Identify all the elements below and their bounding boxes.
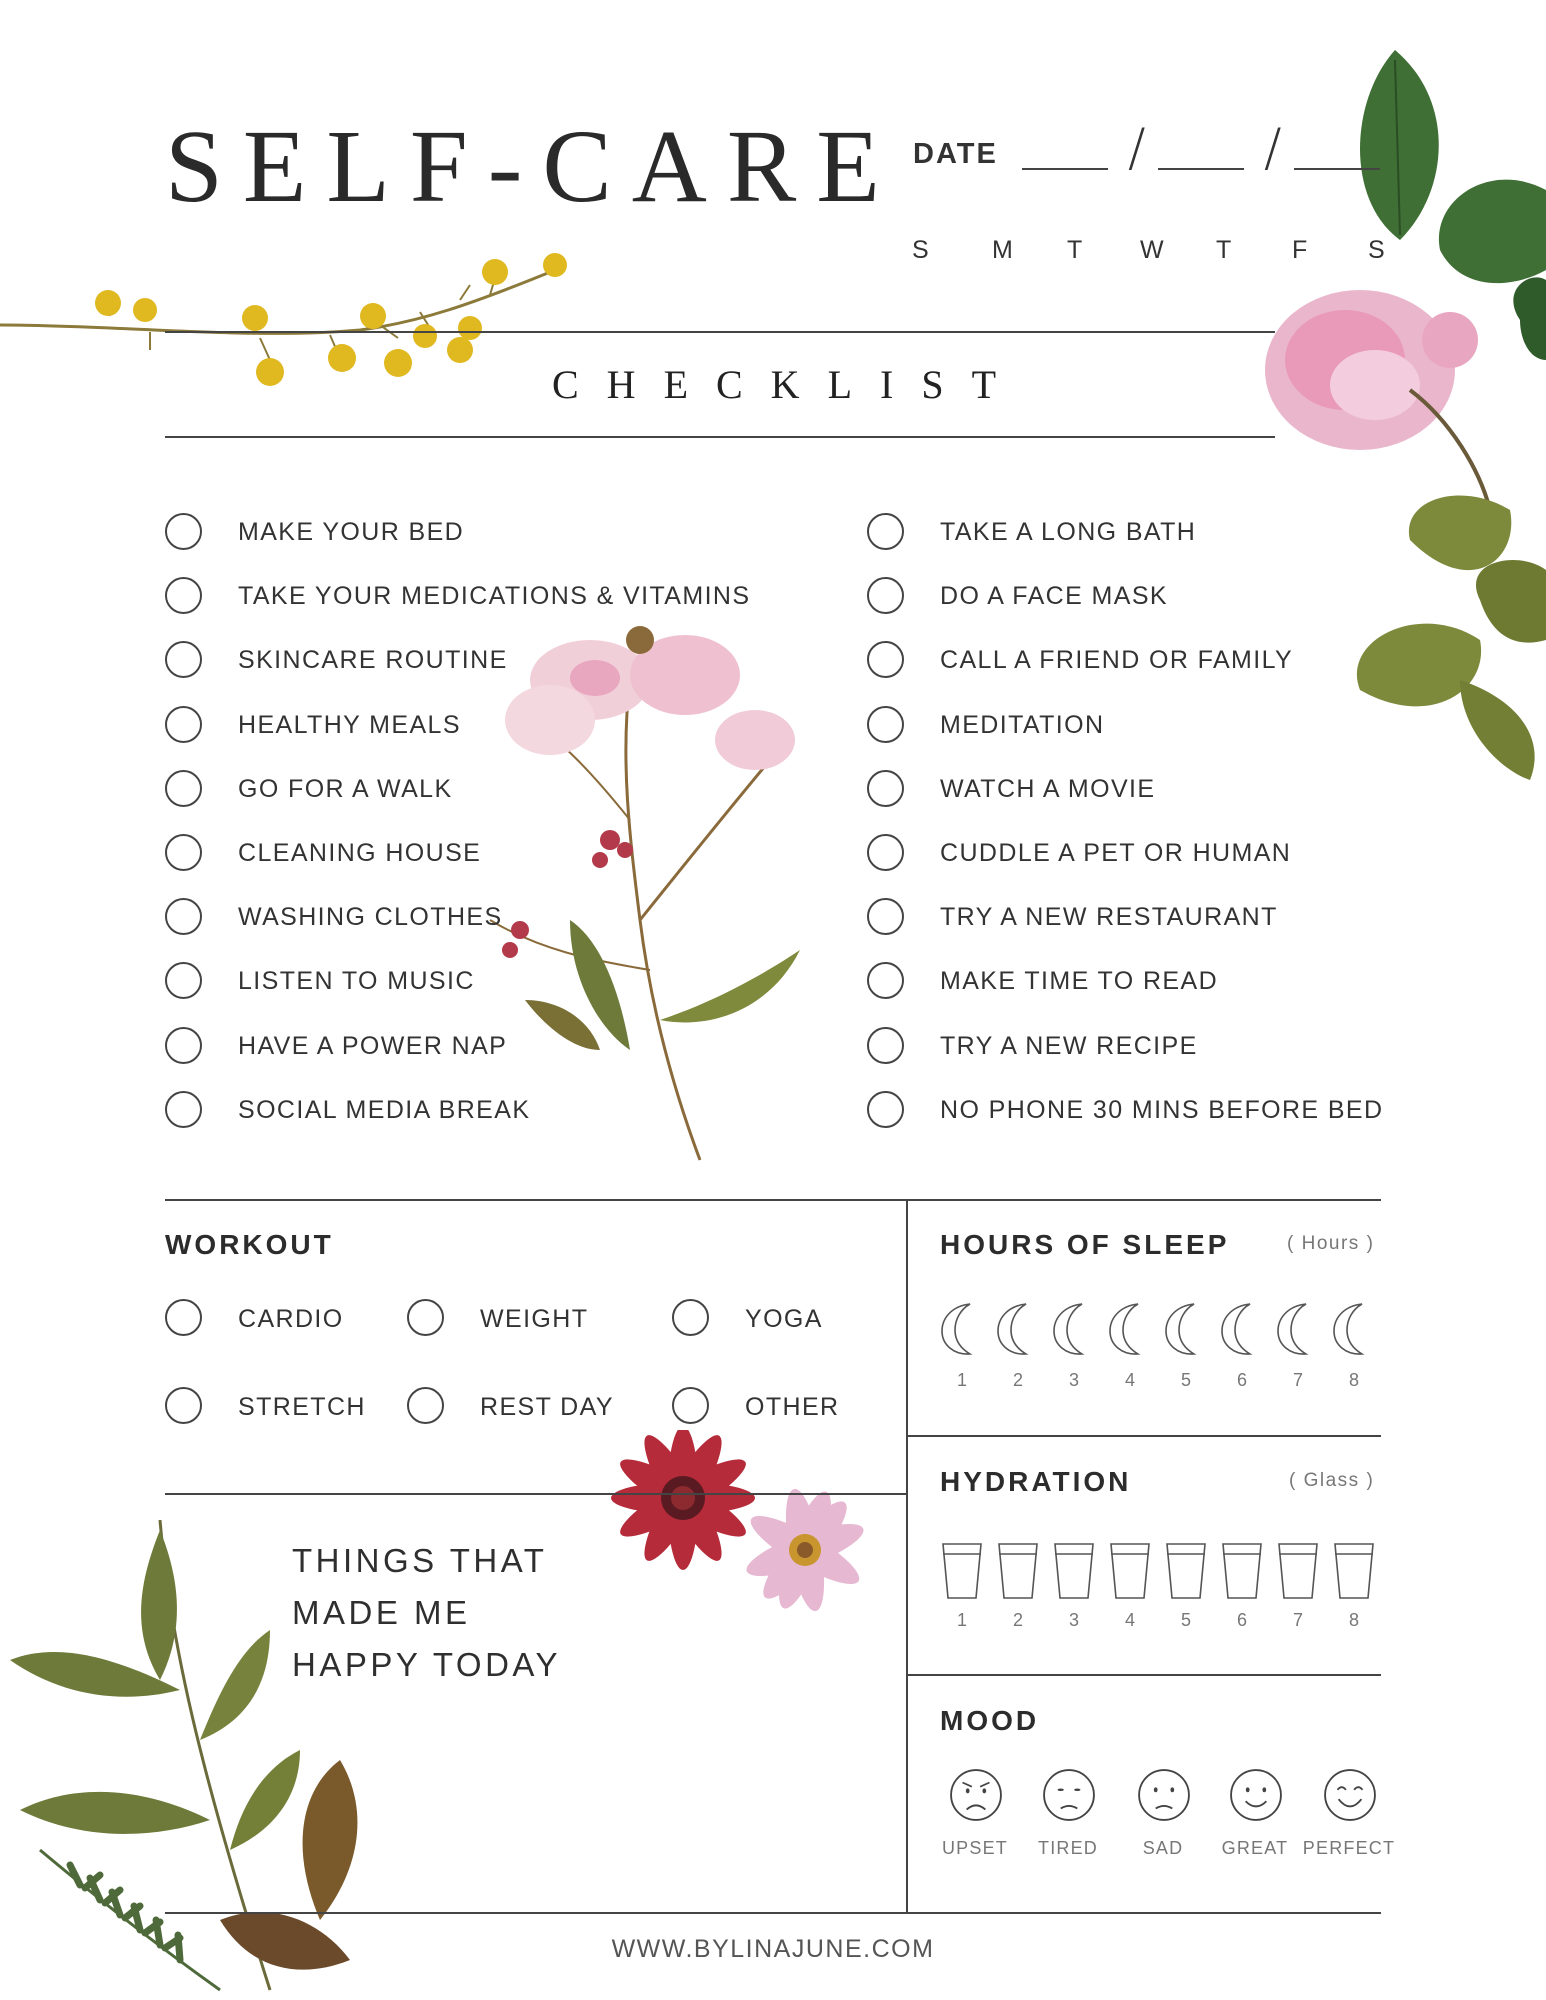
page-title: SELF-CARE [165, 109, 900, 224]
weekday-saturday[interactable]: S [1368, 236, 1385, 264]
happy-prompt-line: MADE ME [292, 1594, 471, 1631]
crescent-moon-icon [992, 1300, 1044, 1358]
checklist-item-label: TRY A NEW RESTAURANT [940, 903, 1278, 932]
hydration-glass-number: 7 [1292, 1610, 1303, 1630]
checkbox-circle[interactable] [407, 1299, 444, 1336]
date-label: DATE [913, 138, 998, 170]
glass-icon [1108, 1540, 1152, 1602]
sleep-hour-slot[interactable] [1328, 1300, 1380, 1400]
hydration-glass-number: 8 [1348, 1610, 1359, 1630]
happy-prompt-line: HAPPY TODAY [292, 1646, 561, 1683]
checklist-item-label: LISTEN TO MUSIC [238, 967, 475, 996]
checkbox-circle[interactable] [867, 513, 904, 550]
mood-option-label: UPSET [941, 1838, 1008, 1858]
happy-notes-area[interactable] [292, 1700, 872, 1890]
hydration-glass-slot[interactable] [1330, 1540, 1378, 1640]
checklist-item-label: SKINCARE ROUTINE [238, 646, 508, 675]
checkbox-circle[interactable] [165, 770, 202, 807]
checklist-item-label: TAKE YOUR MEDICATIONS & VITAMINS [238, 582, 751, 611]
checklist-item[interactable] [165, 1091, 708, 1131]
divider [165, 436, 1275, 438]
checkbox-circle[interactable] [867, 898, 904, 935]
face-sad-icon [1137, 1768, 1191, 1822]
hydration-glass-number: 5 [1180, 1610, 1191, 1630]
weekday-thursday[interactable]: T [1216, 236, 1232, 264]
mood-option-label: GREAT [1221, 1838, 1289, 1858]
hydration-glass-slot[interactable] [938, 1540, 986, 1640]
divider [906, 1199, 908, 1914]
mood-option-label: TIRED [1038, 1838, 1098, 1858]
workout-option[interactable] [165, 1387, 366, 1427]
checkbox-circle[interactable] [867, 706, 904, 743]
checkbox-circle[interactable] [165, 898, 202, 935]
checklist-item-label: CUDDLE A PET OR HUMAN [940, 839, 1292, 867]
checklist-item[interactable] [165, 770, 708, 810]
checklist-item-label: DO A FACE MASK [940, 582, 1168, 611]
checkbox-circle[interactable] [867, 577, 904, 614]
checklist-item[interactable] [165, 834, 708, 874]
sleep-hour-slot[interactable] [1272, 1300, 1324, 1400]
hydration-glass-slot[interactable] [1106, 1540, 1154, 1640]
checklist-item[interactable] [867, 834, 1410, 874]
sleep-title: HOURS OF SLEEP [940, 1229, 1230, 1260]
checklist-item-label: GO FOR A WALK [238, 774, 453, 803]
sleep-hour-slot[interactable] [992, 1300, 1044, 1400]
mood-option-sad[interactable] [1113, 1768, 1213, 1863]
workout-title: WORKOUT [165, 1229, 334, 1260]
checkbox-circle[interactable] [165, 577, 202, 614]
face-tired-icon [1042, 1768, 1096, 1822]
glass-icon [1276, 1540, 1320, 1602]
checkbox-circle[interactable] [672, 1387, 709, 1424]
hydration-glass-slot[interactable] [1218, 1540, 1266, 1640]
weekday-sunday[interactable]: S [912, 236, 929, 264]
checkbox-circle[interactable] [672, 1299, 709, 1336]
checklist-item[interactable] [165, 898, 708, 938]
mood-option-label: SAD [1142, 1838, 1184, 1858]
workout-option[interactable] [165, 1299, 355, 1339]
checkbox-circle[interactable] [165, 641, 202, 678]
checkbox-circle[interactable] [867, 1027, 904, 1064]
sleep-hour-number: 1 [956, 1370, 967, 1390]
hydration-glass-number: 4 [1124, 1610, 1135, 1630]
glass-icon [1052, 1540, 1096, 1602]
checklist-item[interactable] [867, 513, 1410, 553]
hydration-glass-number: 2 [1012, 1610, 1023, 1630]
sleep-hour-number: 6 [1236, 1370, 1247, 1390]
mood-option-label: PERFECT [1302, 1838, 1396, 1858]
mood-option-upset[interactable] [925, 1768, 1025, 1863]
face-perfect-icon [1323, 1768, 1377, 1822]
weekday-friday[interactable]: F [1292, 236, 1308, 264]
sleep-hour-slot[interactable] [936, 1300, 988, 1400]
checklist-item-label: MAKE YOUR BED [238, 518, 465, 546]
hydration-glass-number: 1 [956, 1610, 967, 1630]
workout-option-label: WEIGHT [480, 1305, 589, 1333]
divider [165, 331, 1275, 333]
sleep-hour-number: 4 [1124, 1370, 1135, 1390]
hydration-glass-number: 3 [1068, 1610, 1079, 1630]
checklist-title: CHECKLIST [552, 362, 1024, 407]
workout-option-label: CARDIO [238, 1305, 344, 1333]
weekday-selector [900, 236, 1400, 266]
date-field-day[interactable] [1158, 168, 1244, 170]
checklist-item[interactable] [165, 962, 708, 1002]
checkbox-circle[interactable] [407, 1387, 444, 1424]
checkbox-circle[interactable] [165, 513, 202, 550]
workout-option[interactable] [407, 1387, 614, 1427]
mood-option-great[interactable] [1205, 1768, 1305, 1863]
checklist-item-label: CLEANING HOUSE [238, 839, 482, 867]
workout-option-label: YOGA [745, 1305, 823, 1333]
workout-option[interactable] [672, 1387, 862, 1427]
glass-icon [940, 1540, 984, 1602]
sleep-hour-slot[interactable] [1216, 1300, 1268, 1400]
workout-option[interactable] [407, 1299, 597, 1339]
divider [165, 1912, 1381, 1914]
crescent-moon-icon [1048, 1300, 1100, 1358]
hydration-glass-slot[interactable] [994, 1540, 1042, 1640]
checklist-item[interactable] [867, 1027, 1410, 1067]
checklist-item-label: NO PHONE 30 MINS BEFORE BED [940, 1095, 1384, 1124]
checkbox-circle[interactable] [867, 962, 904, 999]
glass-icon [1332, 1540, 1376, 1602]
date-separator: / [1264, 118, 1282, 178]
checklist-item-label: MEDITATION [940, 710, 1105, 739]
face-upset-icon [949, 1768, 1003, 1822]
checklist-item[interactable] [867, 706, 1410, 746]
sleep-hour-slot[interactable] [1160, 1300, 1212, 1400]
checkbox-circle[interactable] [867, 834, 904, 871]
sleep-hour-number: 2 [1012, 1370, 1023, 1390]
weekday-wednesday[interactable]: W [1140, 236, 1164, 264]
hydration-unit: ( Glass ) [1289, 1470, 1375, 1491]
hydration-glass-slot[interactable] [1274, 1540, 1322, 1640]
face-great-icon [1229, 1768, 1283, 1822]
checklist-item[interactable] [867, 770, 1410, 810]
date-separator: / [1128, 118, 1146, 178]
footer-url: WWW.BYLINAJUNE.COM [611, 1935, 935, 1963]
sleep-hour-slot[interactable] [1048, 1300, 1100, 1400]
divider [165, 1493, 906, 1495]
mood-option-perfect[interactable] [1299, 1768, 1399, 1863]
checkbox-circle[interactable] [165, 1027, 202, 1064]
daisy-and-cosmos-decoration [605, 1430, 895, 1630]
sleep-unit: ( Hours ) [1287, 1233, 1375, 1254]
mood-title: MOOD [940, 1705, 1040, 1736]
hydration-glass-slot[interactable] [1050, 1540, 1098, 1640]
checklist-item[interactable] [867, 577, 1410, 617]
sleep-hour-number: 7 [1292, 1370, 1303, 1390]
mood-option-tired[interactable] [1018, 1768, 1118, 1863]
happy-prompt-line: THINGS THAT [292, 1542, 548, 1579]
happy-prompt [292, 1535, 561, 1691]
sleep-hour-slot[interactable] [1104, 1300, 1156, 1400]
checklist-item[interactable] [165, 577, 751, 617]
date-field-month[interactable] [1022, 168, 1108, 170]
checklist-item[interactable] [867, 898, 1410, 938]
checklist-item-label: MAKE TIME TO READ [940, 967, 1219, 996]
checkbox-circle[interactable] [165, 834, 202, 871]
checklist-item-label: HAVE A POWER NAP [238, 1031, 508, 1060]
divider [906, 1674, 1381, 1676]
checkbox-circle[interactable] [165, 706, 202, 743]
divider [906, 1435, 1381, 1437]
checklist-item-label: WASHING CLOTHES [238, 903, 503, 932]
checklist-item[interactable] [867, 1091, 1410, 1131]
crescent-moon-icon [1160, 1300, 1212, 1358]
checkbox-circle[interactable] [165, 1387, 202, 1424]
glass-icon [996, 1540, 1040, 1602]
divider [165, 1199, 1381, 1201]
workout-option-label: REST DAY [480, 1393, 614, 1421]
workout-option[interactable] [672, 1299, 862, 1339]
crescent-moon-icon [1216, 1300, 1268, 1358]
crescent-moon-icon [936, 1300, 988, 1358]
weekday-tuesday[interactable]: T [1067, 236, 1083, 264]
checklist-item-label: HEALTHY MEALS [238, 710, 461, 739]
crescent-moon-icon [1272, 1300, 1324, 1358]
checklist-item-label: TRY A NEW RECIPE [940, 1031, 1198, 1060]
workout-option-label: OTHER [745, 1393, 840, 1421]
checklist-item[interactable] [867, 641, 1410, 681]
checkbox-circle[interactable] [867, 770, 904, 807]
hydration-title: HYDRATION [940, 1466, 1132, 1497]
checkbox-circle[interactable] [867, 641, 904, 678]
checklist-item[interactable] [165, 1027, 708, 1067]
crescent-moon-icon [1328, 1300, 1380, 1358]
hydration-glass-number: 6 [1236, 1610, 1247, 1630]
checkbox-circle[interactable] [165, 1299, 202, 1336]
checklist-item[interactable] [165, 706, 708, 746]
checklist-item[interactable] [867, 962, 1410, 1002]
sleep-hour-number: 3 [1068, 1370, 1079, 1390]
workout-option-label: STRETCH [238, 1393, 366, 1421]
checkbox-circle[interactable] [165, 962, 202, 999]
glass-icon [1220, 1540, 1264, 1602]
pressed-rose-sprig-decoration [470, 620, 860, 1170]
sleep-hour-number: 8 [1348, 1370, 1359, 1390]
checklist-item[interactable] [165, 513, 708, 553]
checklist-item-label: TAKE A LONG BATH [940, 518, 1197, 546]
checkbox-circle[interactable] [165, 1091, 202, 1128]
sleep-hour-number: 5 [1180, 1370, 1191, 1390]
crescent-moon-icon [1104, 1300, 1156, 1358]
checklist-item[interactable] [165, 641, 708, 681]
weekday-monday[interactable]: M [992, 236, 1013, 264]
checklist-item-label: SOCIAL MEDIA BREAK [238, 1095, 531, 1124]
hydration-glass-slot[interactable] [1162, 1540, 1210, 1640]
date-field-year[interactable] [1294, 168, 1380, 170]
checklist-item-label: WATCH A MOVIE [940, 774, 1156, 803]
checkbox-circle[interactable] [867, 1091, 904, 1128]
checklist-item-label: CALL A FRIEND OR FAMILY [940, 646, 1294, 675]
glass-icon [1164, 1540, 1208, 1602]
